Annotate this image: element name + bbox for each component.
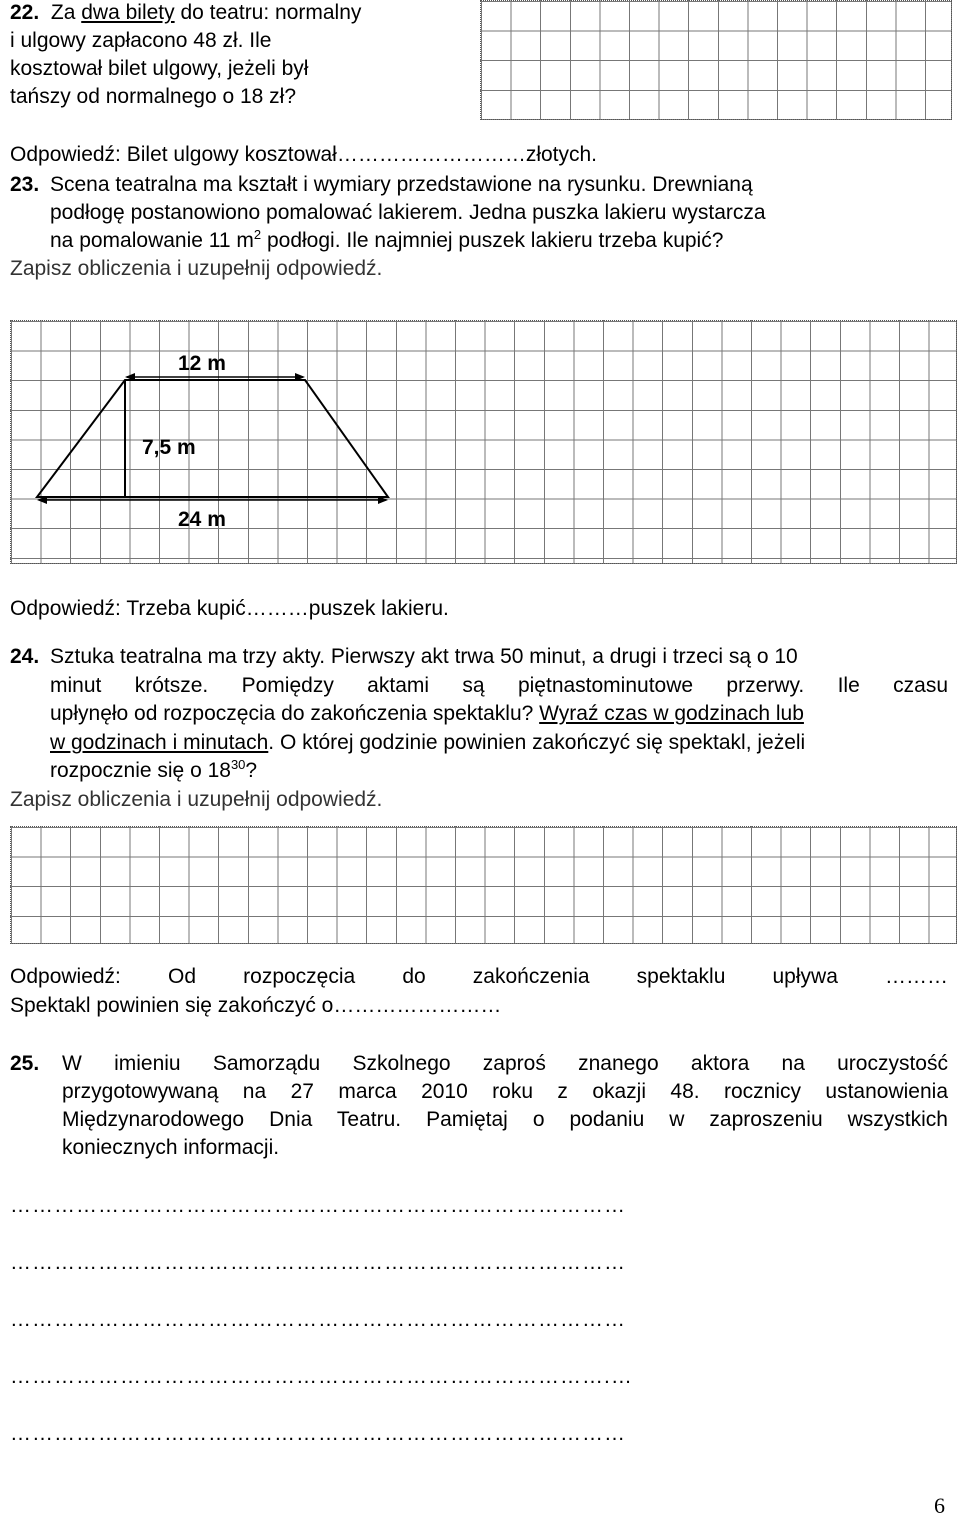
text: na pomalowanie 11 m: [50, 229, 254, 252]
superscript: 2: [253, 227, 262, 242]
writing-line[interactable]: …………………………………………………………………………: [10, 1308, 626, 1331]
trapezoid-figure: [0, 0, 960, 600]
text: upłynęło od rozpoczęcia do zakończenia spektaklu?: [50, 702, 534, 725]
text: do teatru: normalny: [180, 1, 362, 24]
superscript: 30: [230, 757, 246, 772]
task24-answer1: Odpowiedź: Od rozpoczęcia do zakończenia spektaklu upływa ………: [10, 965, 948, 988]
task24-line1: Sztuka teatralna ma trzy akty. Pierwszy akt trwa 50 minut, a drugi i trzeci są o 10: [50, 645, 798, 668]
task22-line2: i ulgowy zapłacono 48 zł. Ile: [10, 29, 272, 52]
task22-answer: Odpowiedź: Bilet ulgowy kosztował………………………złotych.: [10, 143, 598, 166]
trapezoid-shape: [37, 380, 388, 497]
task25-line1: W imieniu Samorządu Szkolnego zaproś znanego aktora na uroczystość: [62, 1052, 948, 1075]
page-number: 6: [934, 1493, 945, 1518]
task25-line4: koniecznych informacji.: [62, 1136, 280, 1159]
label-top-base: 12 m: [178, 352, 226, 375]
label-bottom-base: 24 m: [178, 508, 226, 531]
task24-answer2: Spektakl powinien się zakończyć o……………………: [10, 994, 502, 1017]
text: ?: [245, 759, 258, 782]
task25-line3: Międzynarodowego Dnia Teatru. Pamiętaj o podaniu w zaproszeniu wszystkich: [62, 1108, 948, 1131]
task23-instruction: Zapisz obliczenia i uzupełnij odpowiedź.: [10, 257, 383, 280]
task24-line5: [50, 757, 257, 785]
task22-line4: tańszy od normalnego o 18 zł?: [10, 85, 297, 108]
underlined-text: dwa bilety: [81, 1, 175, 24]
task23-line1: Scena teatralna ma kształt i wymiary przedstawione na rysunku. Drewnianą: [50, 173, 753, 196]
task-number: 25.: [10, 1052, 40, 1075]
writing-line[interactable]: …………………………………………………………………………: [10, 1422, 626, 1445]
task24-line2: minut krótsze. Pomiędzy aktami są piętnastominutowe przerwy. Ile czasu: [50, 674, 948, 697]
task23-line2: podłogę postanowiono pomalować lakierem. Jedna puszka lakieru wystarcza: [50, 201, 766, 224]
writing-line[interactable]: ……………………………………………………………………….…: [10, 1365, 633, 1388]
text: . O której godzinie powinien zakończyć się spektakl, jeżeli: [268, 731, 806, 754]
task22-line3: kosztował bilet ulgowy, jeżeli był: [10, 57, 309, 80]
answer-grid-24[interactable]: [10, 826, 957, 944]
underlined-text: w godzinach i minutach: [50, 731, 269, 754]
task25-line2: przygotowywaną na 27 marca 2010 roku z okazji 48. rocznicy ustanowienia: [62, 1080, 948, 1103]
task23-answer: Odpowiedź: Trzeba kupić………puszek lakieru.: [10, 597, 449, 620]
task-number: 22.: [10, 1, 40, 24]
writing-line[interactable]: …………………………………………………………………………: [10, 1194, 626, 1217]
task-number: 23.: [10, 173, 40, 196]
text: Za: [50, 1, 76, 24]
task-number: 24.: [10, 645, 40, 668]
task24-instruction: Zapisz obliczenia i uzupełnij odpowiedź.: [10, 788, 383, 811]
task24-line3: [50, 700, 804, 728]
text: podłogi. Ile najmniej puszek lakieru trzeba kupić?: [261, 229, 724, 252]
underlined-text: Wyraź czas w godzinach lub: [539, 702, 804, 725]
label-height: 7,5 m: [142, 436, 196, 459]
task24-line4: [50, 729, 805, 757]
writing-line[interactable]: …………………………………………………………………………: [10, 1251, 626, 1274]
text: rozpocznie się o 18: [50, 759, 231, 782]
